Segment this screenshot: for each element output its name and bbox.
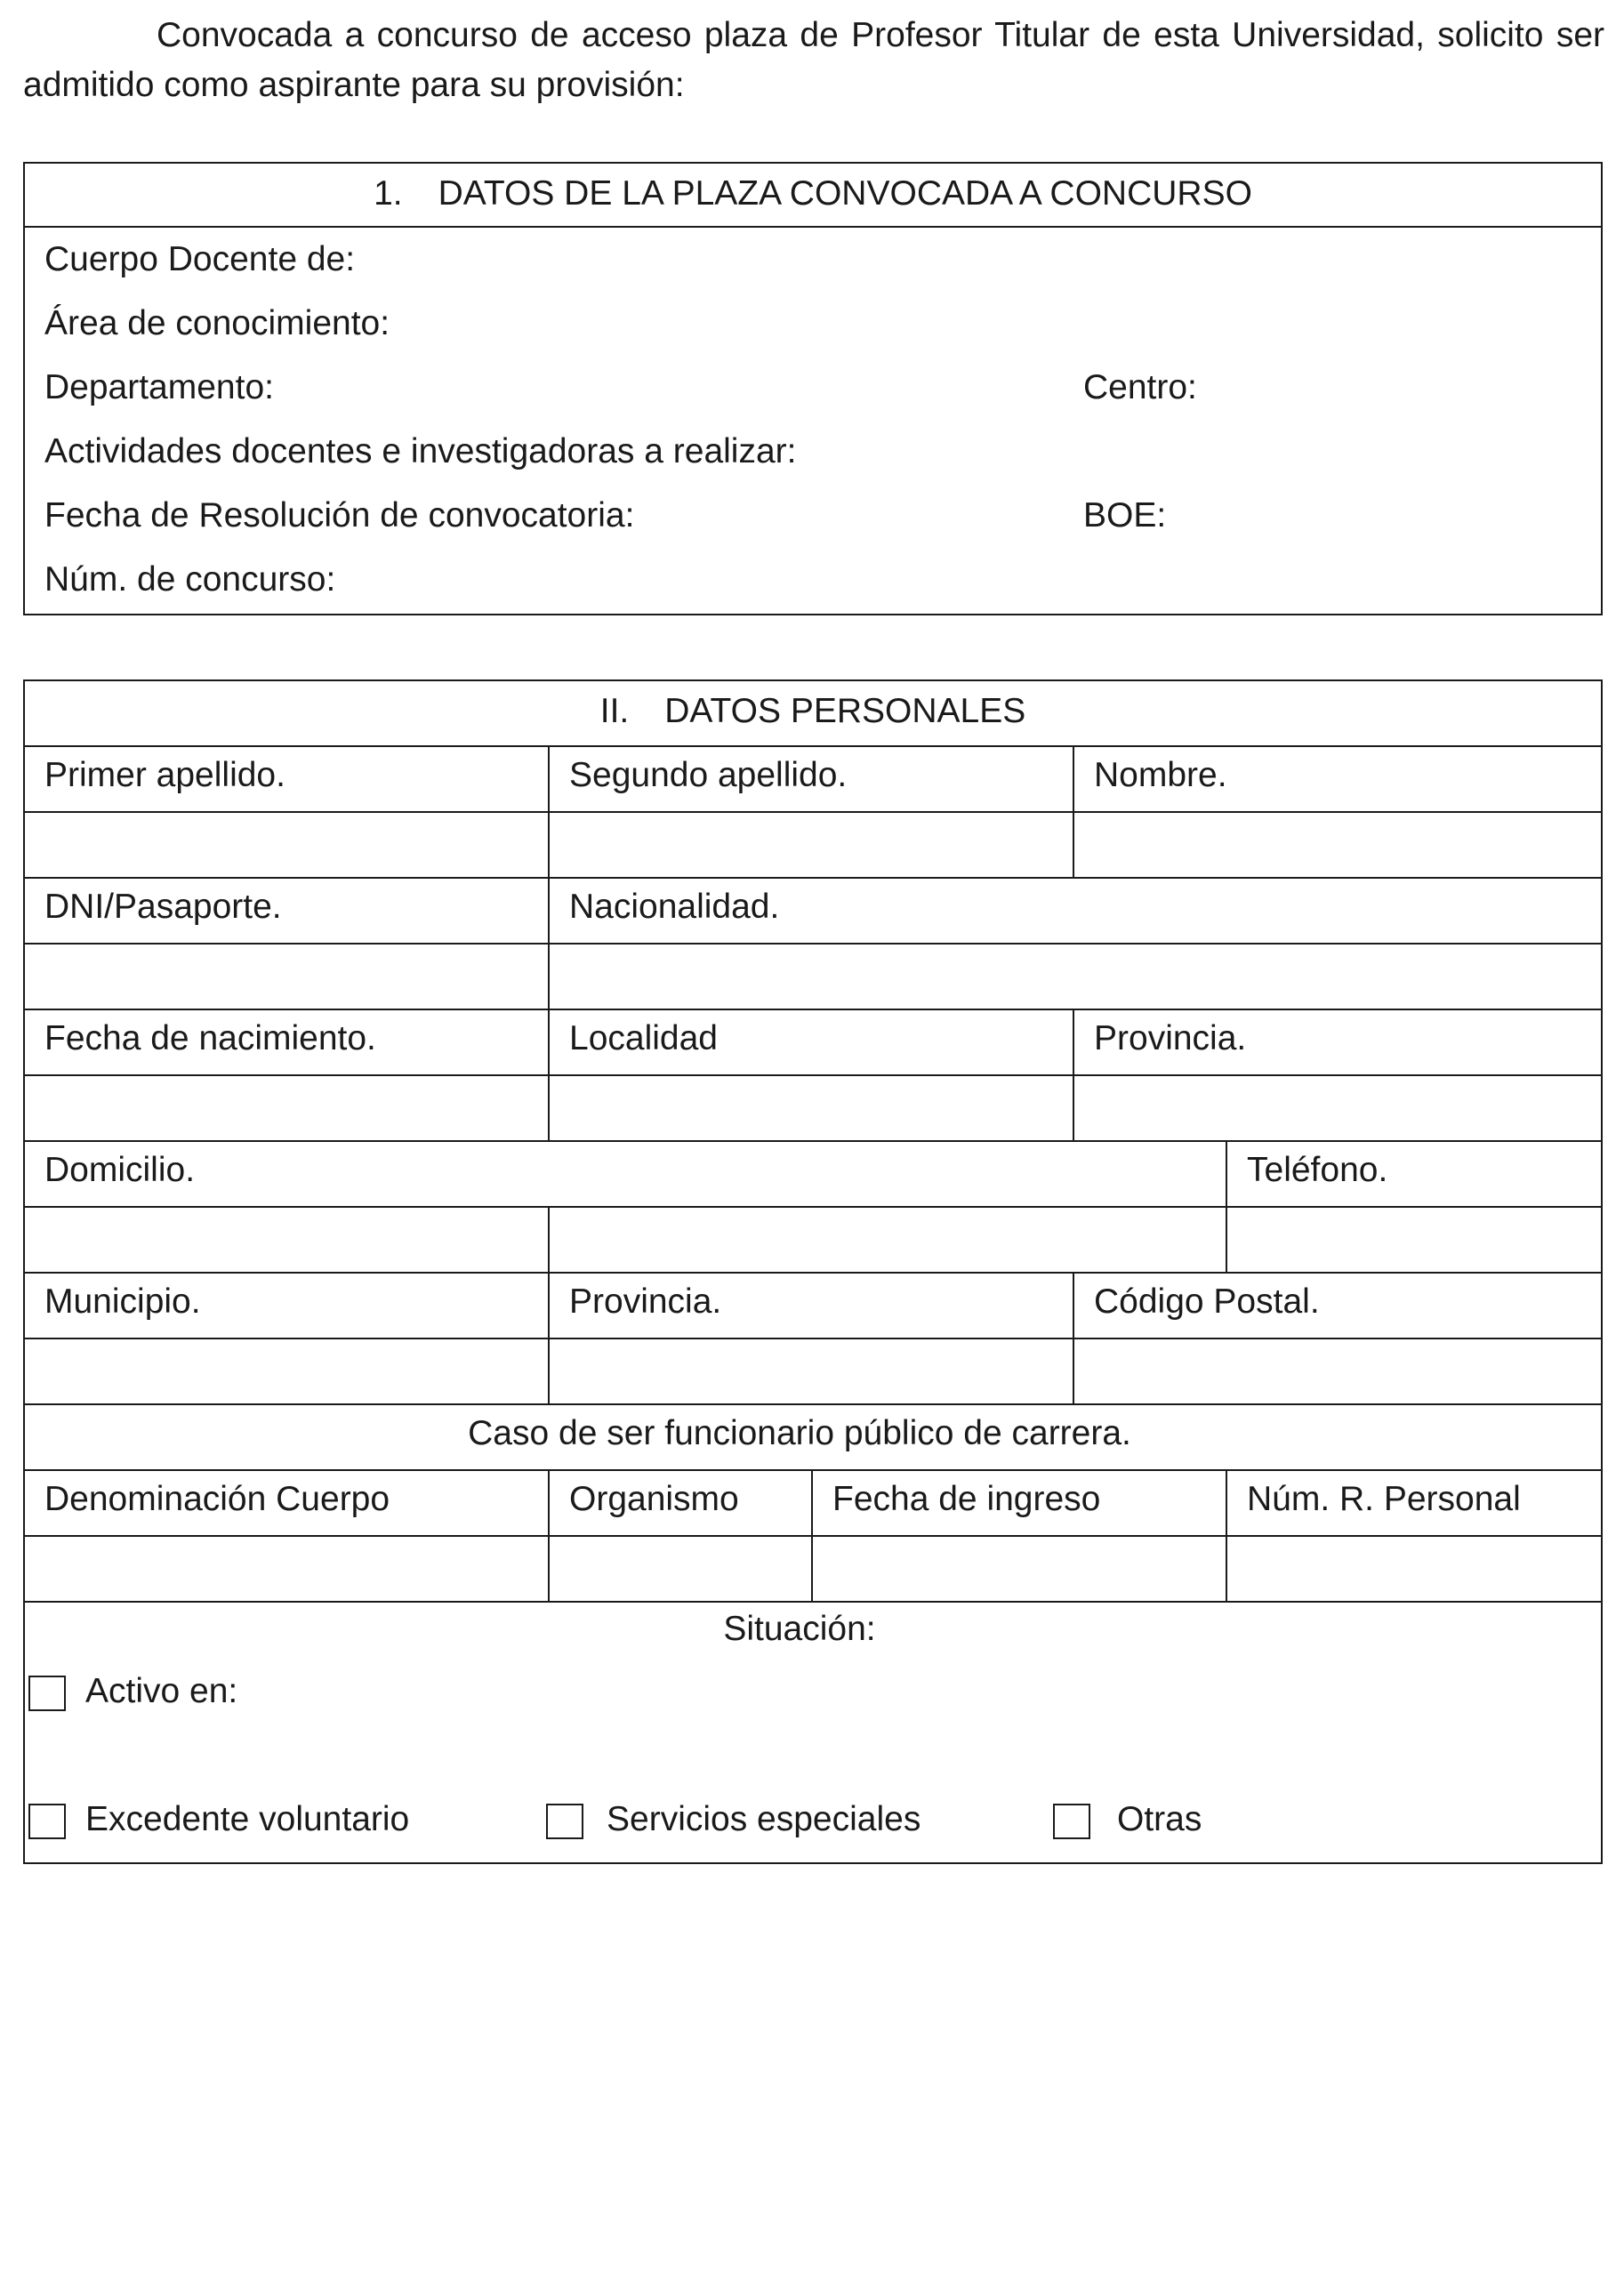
intro-paragraph bbox=[23, 11, 1604, 110]
situacion-title: Situación: bbox=[723, 1610, 876, 1648]
label-localidad: Localidad bbox=[569, 1019, 718, 1057]
label-nacionalidad: Nacionalidad. bbox=[569, 888, 780, 926]
input-segundo-apellido[interactable] bbox=[551, 813, 1071, 875]
col-divider bbox=[548, 1469, 550, 1601]
label-domicilio: Domicilio. bbox=[44, 1151, 196, 1189]
label-excedente: Excedente voluntario bbox=[85, 1800, 410, 1838]
row-divider bbox=[25, 1403, 1601, 1405]
section-datos-personales bbox=[23, 679, 1603, 1864]
field-actividades[interactable]: Actividades docentes e investigadoras a realizar: bbox=[44, 432, 797, 470]
section-personal-header bbox=[25, 685, 1601, 745]
input-fecha-nacimiento[interactable] bbox=[27, 1076, 546, 1138]
checkbox-excedente[interactable] bbox=[28, 1804, 66, 1839]
col-divider bbox=[548, 1009, 550, 1140]
input-fecha-ingreso[interactable] bbox=[815, 1537, 1224, 1599]
section-plaza-header bbox=[25, 164, 1601, 228]
input-domicilio-cont[interactable] bbox=[551, 1208, 1224, 1270]
label-organismo: Organismo bbox=[569, 1480, 739, 1518]
row-divider bbox=[25, 1009, 1601, 1010]
row-divider bbox=[25, 1272, 1601, 1274]
input-organismo[interactable] bbox=[551, 1537, 809, 1599]
col-divider bbox=[1073, 745, 1074, 877]
input-telefono[interactable] bbox=[1229, 1208, 1601, 1270]
intro-text: Convocada a concurso de acceso plaza de Profesor Titular de esta Universidad, solicito ser admitido como aspirante para su provisión: bbox=[23, 16, 1604, 104]
label-provincia-domicilio: Provincia. bbox=[569, 1282, 722, 1321]
label-fecha-ingreso: Fecha de ingreso bbox=[832, 1480, 1101, 1518]
col-divider bbox=[548, 745, 550, 877]
field-centro[interactable]: Centro: bbox=[1083, 368, 1197, 406]
section-personal-title: DATOS PERSONALES bbox=[664, 692, 1026, 730]
input-primer-apellido[interactable] bbox=[27, 813, 546, 875]
label-codigo-postal: Código Postal. bbox=[1094, 1282, 1320, 1321]
label-municipio: Municipio. bbox=[44, 1282, 201, 1321]
row-divider bbox=[25, 877, 1601, 879]
field-cuerpo-docente[interactable]: Cuerpo Docente de: bbox=[44, 240, 356, 278]
funcionario-title: Caso de ser funcionario público de carrera. bbox=[468, 1414, 1131, 1452]
label-provincia-nacimiento: Provincia. bbox=[1094, 1019, 1247, 1057]
label-denominacion-cuerpo: Denominación Cuerpo bbox=[44, 1480, 390, 1518]
col-divider bbox=[548, 1206, 550, 1272]
input-municipio[interactable] bbox=[27, 1339, 546, 1402]
col-divider bbox=[548, 877, 550, 1009]
section-plaza-title: DATOS DE LA PLAZA CONVOCADA A CONCURSO bbox=[438, 174, 1252, 213]
col-divider bbox=[1073, 1009, 1074, 1140]
col-divider bbox=[1226, 1469, 1227, 1601]
row-divider bbox=[25, 1140, 1601, 1142]
input-provincia-domicilio[interactable] bbox=[551, 1339, 1071, 1402]
label-num-registro-personal: Núm. R. Personal bbox=[1247, 1480, 1521, 1518]
section-plaza-number: 1. bbox=[374, 174, 403, 213]
col-divider bbox=[548, 1272, 550, 1403]
label-nombre: Nombre. bbox=[1094, 756, 1227, 794]
input-nacionalidad[interactable] bbox=[551, 945, 1601, 1007]
label-activo: Activo en: bbox=[85, 1672, 238, 1710]
field-boe[interactable]: BOE: bbox=[1083, 496, 1167, 535]
field-area-conocimiento[interactable]: Área de conocimiento: bbox=[44, 304, 390, 342]
label-primer-apellido: Primer apellido. bbox=[44, 756, 285, 794]
section-personal-number: II. bbox=[599, 692, 630, 730]
field-fecha-resolucion[interactable]: Fecha de Resolución de convocatoria: bbox=[44, 496, 635, 535]
checkbox-otras[interactable] bbox=[1053, 1804, 1090, 1839]
input-num-registro-personal[interactable] bbox=[1229, 1537, 1601, 1599]
label-dni: DNI/Pasaporte. bbox=[44, 888, 282, 926]
input-domicilio[interactable] bbox=[27, 1208, 546, 1270]
label-segundo-apellido: Segundo apellido. bbox=[569, 756, 848, 794]
field-departamento[interactable]: Departamento: bbox=[44, 368, 274, 406]
label-otras: Otras bbox=[1117, 1800, 1202, 1838]
checkbox-activo[interactable] bbox=[28, 1676, 66, 1711]
input-dni[interactable] bbox=[27, 945, 546, 1007]
input-codigo-postal[interactable] bbox=[1076, 1339, 1601, 1402]
label-servicios: Servicios especiales bbox=[607, 1800, 921, 1838]
input-localidad[interactable] bbox=[551, 1076, 1071, 1138]
checkbox-servicios[interactable] bbox=[546, 1804, 583, 1839]
label-fecha-nacimiento: Fecha de nacimiento. bbox=[44, 1019, 376, 1057]
row-divider bbox=[25, 1469, 1601, 1471]
col-divider bbox=[811, 1469, 813, 1601]
col-divider bbox=[1226, 1140, 1227, 1272]
row-divider bbox=[25, 745, 1601, 747]
label-telefono: Teléfono. bbox=[1247, 1151, 1388, 1189]
input-provincia-nacimiento[interactable] bbox=[1076, 1076, 1601, 1138]
input-denominacion-cuerpo[interactable] bbox=[27, 1537, 546, 1599]
input-nombre[interactable] bbox=[1076, 813, 1601, 875]
section-plaza bbox=[23, 162, 1603, 615]
field-num-concurso[interactable]: Núm. de concurso: bbox=[44, 560, 336, 599]
col-divider bbox=[1073, 1272, 1074, 1403]
